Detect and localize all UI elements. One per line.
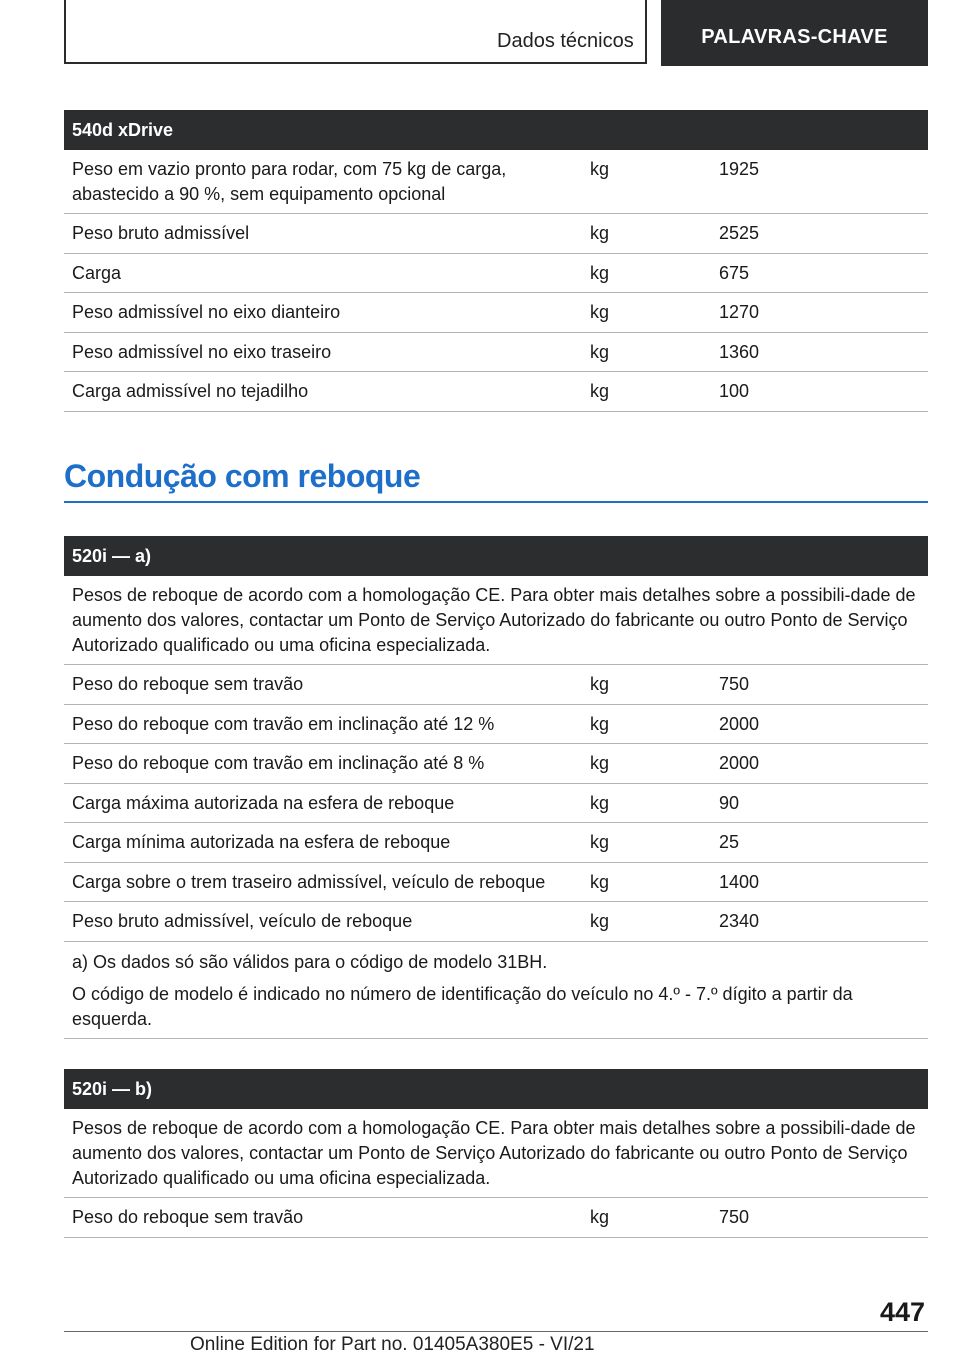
row-unit: kg xyxy=(590,341,610,362)
row-unit: kg xyxy=(590,753,610,773)
row-value: 2525 xyxy=(719,223,760,243)
row-value: 90 xyxy=(719,792,740,813)
row-value: 100 xyxy=(719,381,750,401)
table-row xyxy=(64,1198,928,1238)
row-value: 1270 xyxy=(719,302,760,322)
row-unit: kg xyxy=(590,832,610,852)
table-row xyxy=(64,863,928,902)
table-row xyxy=(64,705,928,744)
row-value: 2000 xyxy=(719,713,760,734)
row-value: 1925 xyxy=(719,159,760,179)
table-row xyxy=(64,372,928,412)
row-value: 750 xyxy=(719,1207,750,1227)
row-label: Carga sobre o trem traseiro admissível, veículo de reboque xyxy=(72,871,546,892)
row-value: 750 xyxy=(719,674,750,694)
row-value: 675 xyxy=(719,262,750,283)
footer-edition: Online Edition for Part no. 01405A380E5 - VI/21 xyxy=(190,1334,595,1355)
row-label: Carga mínima autorizada na esfera de reboque xyxy=(72,832,451,852)
table-title: 540d xDrive xyxy=(64,110,928,150)
table-row xyxy=(64,333,928,372)
row-unit: kg xyxy=(590,262,610,283)
row-unit: kg xyxy=(590,159,610,179)
row-label: Carga máxima autorizada na esfera de reboque xyxy=(72,792,455,813)
row-value: 25 xyxy=(719,832,740,852)
row-label: Peso bruto admissível xyxy=(72,223,250,243)
section-heading: Condução com reboque xyxy=(64,458,421,494)
table-row xyxy=(64,902,928,942)
table-intro: Pesos de reboque de acordo com a homologação CE. Para obter mais detalhes sobre a possibili-dade de aumento dos valores, contactar um Ponto de Serviço Autorizado do fabricante ou outro Ponto de Serviço Autorizado qualificado ou uma oficina especializada. xyxy=(64,1109,928,1198)
row-value: 1360 xyxy=(719,341,760,362)
row-label: Peso do reboque com travão em inclinação até 12 % xyxy=(72,713,495,734)
page-header xyxy=(64,0,928,66)
table-title: 520i — b) xyxy=(64,1069,928,1109)
row-label: Peso admissível no eixo traseiro xyxy=(72,341,332,362)
table-intro: Pesos de reboque de acordo com a homologação CE. Para obter mais detalhes sobre a possibili-dade de aumento dos valores, contactar um Ponto de Serviço Autorizado do fabricante ou outro Ponto de Serviço Autorizado qualificado ou uma oficina especializada. xyxy=(64,576,928,665)
table-520i-b xyxy=(64,1069,928,1238)
row-value: 2340 xyxy=(719,911,760,931)
row-unit: kg xyxy=(590,674,610,694)
table-540d-xdrive xyxy=(64,110,928,412)
row-label: Peso bruto admissível, veículo de reboque xyxy=(72,911,413,931)
row-value: 2000 xyxy=(719,753,760,773)
row-label: Carga xyxy=(72,262,122,283)
table-row xyxy=(64,744,928,784)
row-unit: kg xyxy=(590,792,610,813)
table-footnote: O código de modelo é indicado no número de identificação do veículo no 4.º - 7.º dígito a partir da esquerda. xyxy=(72,984,853,1029)
table-notes xyxy=(64,942,928,1039)
table-520i-a xyxy=(64,536,928,1039)
row-unit: kg xyxy=(590,713,610,734)
table-title: 520i — a) xyxy=(64,536,928,576)
page-number: 447 xyxy=(880,1297,926,1327)
table-row xyxy=(64,823,928,863)
row-label: Peso do reboque com travão em inclinação até 8 % xyxy=(72,753,485,773)
row-label: Peso em vazio pronto para rodar, com 75 kg de carga, abastecido a 90 %, sem equipamento opcional xyxy=(72,159,507,204)
table-footnote: a) Os dados só são válidos para o código de modelo 31BH. xyxy=(72,952,548,972)
row-unit: kg xyxy=(590,302,610,322)
table-row xyxy=(64,665,928,705)
row-unit: kg xyxy=(590,871,610,892)
row-unit: kg xyxy=(590,1207,610,1227)
row-label: Peso do reboque sem travão xyxy=(72,1207,304,1227)
footer-rule xyxy=(64,1331,928,1332)
row-unit: kg xyxy=(590,381,610,401)
table-row xyxy=(64,293,928,333)
row-label: Peso do reboque sem travão xyxy=(72,674,304,694)
row-unit: kg xyxy=(590,223,610,243)
table-row xyxy=(64,214,928,254)
section-heading-rule xyxy=(64,501,928,503)
table-row xyxy=(64,784,928,823)
row-label: Carga admissível no tejadilho xyxy=(72,381,309,401)
row-unit: kg xyxy=(590,911,610,931)
header-section-title[interactable]: Dados técnicos xyxy=(497,30,634,52)
row-value: 1400 xyxy=(719,871,760,892)
table-row xyxy=(64,254,928,293)
row-label: Peso admissível no eixo dianteiro xyxy=(72,302,341,322)
header-keywords-tab[interactable]: PALAVRAS-CHAVE xyxy=(661,0,928,66)
table-row xyxy=(64,150,928,214)
